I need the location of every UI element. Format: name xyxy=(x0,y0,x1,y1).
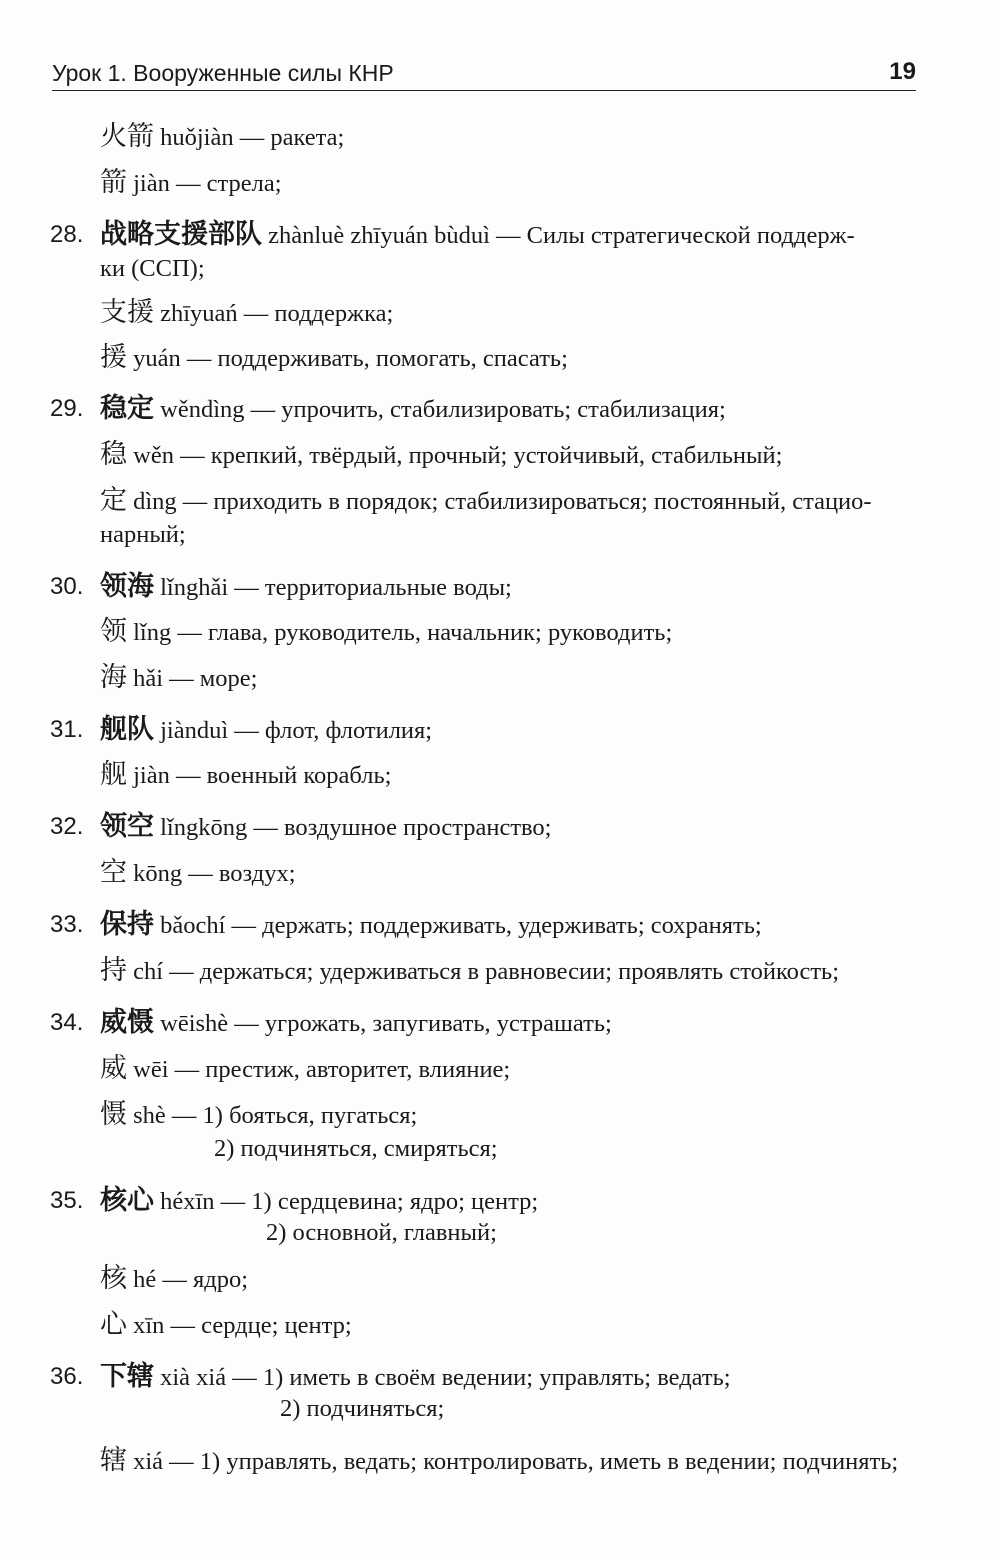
hanzi: 持 xyxy=(100,955,127,986)
hanzi: 空 xyxy=(100,857,127,888)
pinyin-translation: xīn — сердце; центр; xyxy=(133,1312,352,1339)
hanzi: 心 xyxy=(100,1309,127,1340)
component-line xyxy=(100,758,922,793)
hanzi: 舰 xyxy=(100,759,127,790)
running-title: Урок 1. Вооруженные силы КНР xyxy=(52,60,394,86)
pinyin-translation: dìng — приходить в порядок; стабилизироваться; постоянный, стацио- xyxy=(133,488,872,515)
headword-line xyxy=(100,1006,922,1041)
pinyin-translation: zhīyuań — поддержка; xyxy=(160,300,394,327)
hanzi: 定 xyxy=(100,485,127,516)
pinyin-translation: shè — 1) бояться, пугаться; xyxy=(133,1102,418,1129)
pinyin-translation: héxīn — 1) сердцевина; ядро; центр; xyxy=(160,1188,539,1215)
entry-number: 31. xyxy=(50,716,84,743)
continuation-line: нарный; xyxy=(100,521,186,548)
headword-line xyxy=(100,1184,922,1219)
component-line xyxy=(100,341,922,376)
pinyin-translation: hǎi — море; xyxy=(133,665,258,692)
hanzi: 下辖 xyxy=(100,1361,154,1392)
hanzi: 核 xyxy=(100,1263,127,1294)
continuation-line: 2) основной, главный; xyxy=(266,1219,497,1246)
hanzi: 威 xyxy=(100,1053,127,1084)
entry-number: 34. xyxy=(50,1009,84,1036)
component-line xyxy=(100,166,922,201)
hanzi: 稳 xyxy=(100,439,127,470)
headword-line xyxy=(100,570,922,605)
entry-number: 32. xyxy=(50,813,84,840)
component-line xyxy=(100,1308,922,1343)
pinyin-translation: wěn — крепкий, твёрдый, прочный; устойчивый, стабильный; xyxy=(133,442,783,469)
entry-number: 35. xyxy=(50,1187,84,1214)
hanzi: 战略支援部队 xyxy=(100,219,262,250)
headword-line xyxy=(100,392,922,427)
hanzi: 核心 xyxy=(100,1185,154,1216)
page-number: 19 xyxy=(889,58,916,85)
hanzi: 援 xyxy=(100,342,127,373)
page-header xyxy=(52,58,916,91)
pinyin-translation: lǐngkōng — воздушное пространство; xyxy=(160,814,552,841)
hanzi: 威慑 xyxy=(100,1007,154,1038)
component-line xyxy=(100,1098,922,1133)
pinyin-translation: wēi — престиж, авторитет, влияние; xyxy=(133,1056,511,1083)
pinyin-translation: hé — ядро; xyxy=(133,1266,249,1293)
entry-number: 30. xyxy=(50,573,84,600)
pinyin-translation: chí — держаться; удерживаться в равновесии; проявлять стойкость; xyxy=(133,958,840,985)
continuation-line: ки (ССП); xyxy=(100,255,205,282)
pinyin-translation: lǐng — глава, руководитель, начальник; руководить; xyxy=(133,619,673,646)
hanzi: 保持 xyxy=(100,909,154,940)
entry-number: 28. xyxy=(50,221,84,248)
pinyin-translation: wěndìng — упрочить, стабилизировать; стабилизация; xyxy=(160,396,726,423)
component-line xyxy=(100,954,922,989)
headword-line xyxy=(100,1360,922,1395)
pinyin-translation: huǒjiàn — ракета; xyxy=(160,124,345,151)
pinyin-translation: jiàn — военный корабль; xyxy=(133,762,392,789)
headword-line xyxy=(100,713,922,748)
hanzi: 辖 xyxy=(100,1445,127,1476)
hanzi: 支援 xyxy=(100,297,154,328)
pinyin-translation: wēishè — угрожать, запугивать, устрашать; xyxy=(160,1010,612,1037)
pinyin-translation: jiàn — стрела; xyxy=(133,170,282,197)
hanzi: 稳定 xyxy=(100,393,154,424)
pinyin-translation: xiá — 1) управлять, ведать; контролировать, иметь в ведении; подчинять; xyxy=(133,1448,899,1475)
hanzi: 箭 xyxy=(100,167,127,198)
entry-number: 29. xyxy=(50,395,84,422)
component-line xyxy=(100,1444,922,1479)
hanzi: 海 xyxy=(100,662,127,693)
hanzi: 慑 xyxy=(100,1099,127,1130)
pinyin-translation: jiànduì — флот, флотилия; xyxy=(160,717,433,744)
hanzi: 领空 xyxy=(100,811,154,842)
entry-number: 36. xyxy=(50,1363,84,1390)
headword-line xyxy=(100,908,922,943)
hanzi: 领海 xyxy=(100,571,154,602)
component-line xyxy=(100,296,922,331)
component-line xyxy=(100,1262,922,1297)
pinyin-translation: kōng — воздух; xyxy=(133,860,296,887)
component-line xyxy=(100,438,922,473)
entry-number: 33. xyxy=(50,911,84,938)
pinyin-translation: yuán — поддерживать, помогать, спасать; xyxy=(133,345,568,372)
headword-line xyxy=(100,810,922,845)
component-line xyxy=(100,615,922,650)
continuation-line: 2) подчиняться, смиряться; xyxy=(214,1135,498,1162)
pinyin-translation: lǐnghǎi — территориальные воды; xyxy=(160,574,512,601)
component-line xyxy=(100,661,922,696)
hanzi: 火箭 xyxy=(100,121,154,152)
component-line xyxy=(100,1052,922,1087)
pinyin-translation: bǎochí — держать; поддерживать, удерживать; сохранять; xyxy=(160,912,762,939)
hanzi: 舰队 xyxy=(100,714,154,745)
continuation-line: 2) подчиняться; xyxy=(280,1395,445,1422)
component-line xyxy=(100,484,922,519)
component-line xyxy=(100,120,922,155)
pinyin-translation: zhànluè zhīyuán bùduì — Силы стратегической поддерж- xyxy=(268,222,855,249)
pinyin-translation: xià xiá — 1) иметь в своём ведении; управлять; ведать; xyxy=(160,1364,731,1391)
headword-line xyxy=(100,218,922,253)
hanzi: 领 xyxy=(100,616,127,647)
component-line xyxy=(100,856,922,891)
